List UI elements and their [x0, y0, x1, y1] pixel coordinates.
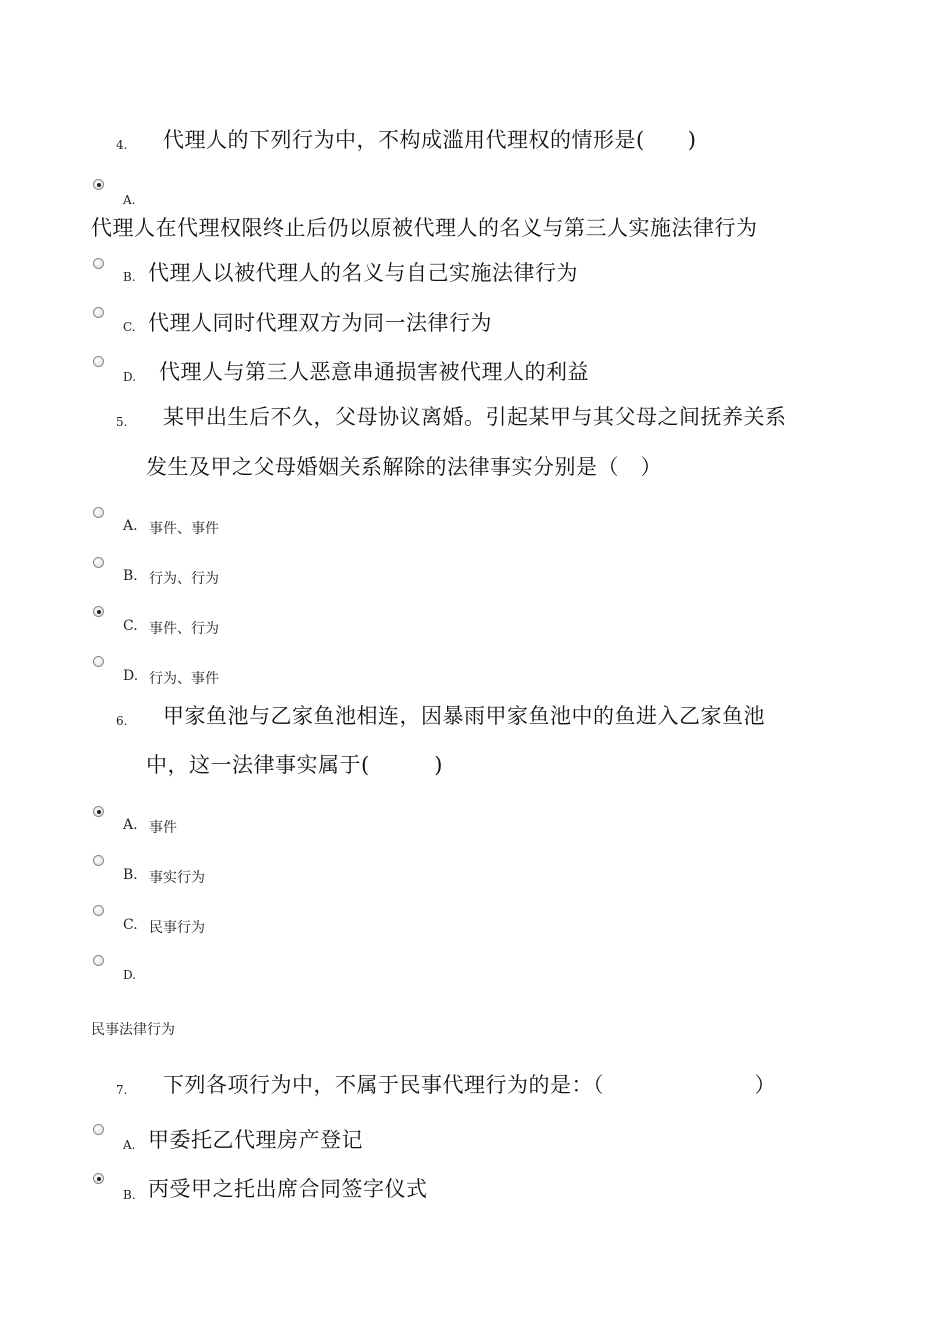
option-text: 事件、行为 — [149, 621, 219, 637]
question-text: 某甲出生后不久，父母协议离婚。引起某甲与其父母之间抚养关系 — [163, 405, 787, 429]
radio-button[interactable] — [93, 258, 104, 269]
option-text: 代理人与第三人恶意串通损害被代理人的利益 — [159, 360, 589, 384]
option-letter: B. — [123, 1188, 136, 1202]
radio-button[interactable] — [93, 955, 104, 966]
radio-button[interactable] — [93, 905, 104, 916]
option-text: 事件 — [149, 820, 177, 836]
radio-button[interactable] — [93, 557, 104, 568]
option-letter: C. — [123, 320, 136, 334]
option-letter: A. — [123, 1138, 136, 1152]
option-letter: C. — [123, 618, 138, 634]
option-text: 事件、事件 — [149, 521, 219, 537]
option-letter: A. — [123, 518, 138, 534]
radio-button[interactable] — [93, 656, 104, 667]
option-letter: D. — [123, 668, 139, 684]
question-text: 下列各项行为中，不属于民事代理行为的是：（ ） — [163, 1073, 776, 1097]
question-text-continued: 发生及甲之父母婚姻关系解除的法律事实分别是（ ） — [146, 455, 662, 479]
option-text: 代理人以被代理人的名义与自己实施法律行为 — [148, 261, 578, 285]
option-letter: A. — [123, 193, 136, 207]
question-text: 甲家鱼池与乙家鱼池相连，因暴雨甲家鱼池中的鱼进入乙家鱼池 — [163, 704, 765, 728]
option-letter: A. — [123, 817, 138, 833]
option-letter: B. — [123, 270, 136, 284]
option-text: 事实行为 — [149, 870, 205, 886]
question-number: 7. — [116, 1083, 128, 1097]
question-text-continued: 中，这一法律事实属于( ) — [146, 753, 443, 777]
radio-button[interactable] — [93, 806, 104, 817]
radio-button[interactable] — [93, 1173, 104, 1184]
radio-button[interactable] — [93, 507, 104, 518]
option-text: 行为、事件 — [149, 671, 219, 687]
option-letter: B. — [123, 867, 138, 883]
radio-button[interactable] — [93, 606, 104, 617]
option-letter: D. — [123, 968, 137, 982]
option-letter: D. — [123, 370, 137, 384]
radio-button[interactable] — [93, 356, 104, 367]
question-text: 代理人的下列行为中，不构成滥用代理权的情形是( ) — [163, 128, 697, 152]
option-text: 丙受甲之托出席合同签字仪式 — [148, 1177, 428, 1201]
radio-button[interactable] — [93, 179, 104, 190]
question-number: 5. — [116, 415, 128, 429]
option-letter: B. — [123, 568, 138, 584]
question-number: 6. — [116, 714, 128, 728]
option-text: 代理人在代理权限终止后仍以原被代理人的名义与第三人实施法律行为 — [91, 216, 758, 240]
option-letter: C. — [123, 917, 138, 933]
radio-button[interactable] — [93, 307, 104, 318]
radio-button[interactable] — [93, 855, 104, 866]
radio-button[interactable] — [93, 1124, 104, 1135]
option-text: 民事法律行为 — [91, 1022, 175, 1038]
option-text: 行为、行为 — [149, 571, 219, 587]
option-text: 民事行为 — [149, 920, 205, 936]
option-text: 甲委托乙代理房产登记 — [148, 1128, 363, 1152]
question-number: 4. — [116, 138, 128, 152]
option-text: 代理人同时代理双方为同一法律行为 — [148, 311, 492, 335]
